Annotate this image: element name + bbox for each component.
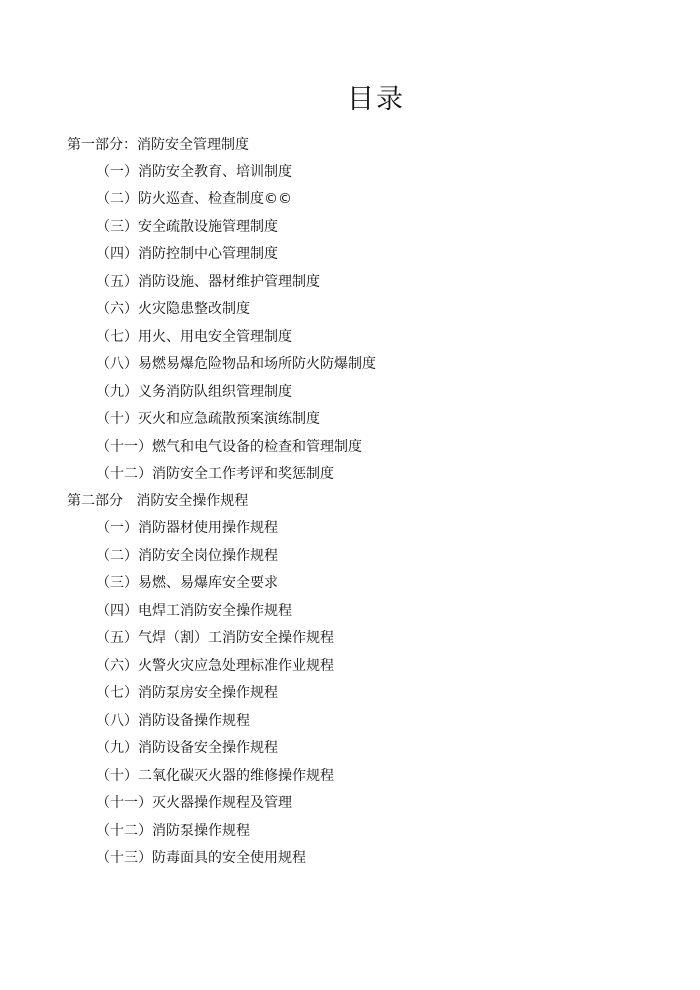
toc-item: （十一）燃气和电气设备的检查和管理制度 [96,439,362,455]
toc-item: （六）火灾隐患整改制度 [96,301,250,317]
part2-heading: 第二部分 消防安全操作规程 [67,493,249,509]
toc-item: （九）消防设备安全操作规程 [96,740,278,756]
toc-item: （十）灭火和应急疏散预案演练制度 [96,411,320,427]
toc-item: （二）消防安全岗位操作规程 [96,548,278,564]
toc-item: （十三）防毒面具的安全使用规程 [96,850,306,866]
toc-item: （四）消防控制中心管理制度 [96,246,278,262]
toc-item: （三）易燃、易爆库安全要求 [96,575,278,591]
toc-item: （十二）消防泵操作规程 [96,823,250,839]
toc-item: （四）电焊工消防安全操作规程 [96,603,292,619]
toc-item: （十一）灭火器操作规程及管理 [96,795,292,811]
toc-item: （三）安全疏散设施管理制度 [96,219,278,235]
toc-item: （五）消防设施、器材维护管理制度 [96,274,320,290]
toc-item: （二）防火巡查、检查制度©© [96,191,292,207]
toc-item: （七）用火、用电安全管理制度 [96,329,292,345]
page-title: 目录 [347,84,405,115]
toc-item: （一）消防安全教育、培训制度 [96,164,292,180]
toc-item: （十二）消防安全工作考评和奖惩制度 [96,466,334,482]
toc-item: （五）气焊（割）工消防安全操作规程 [96,630,334,646]
toc-item: （八）易燃易爆危险物品和场所防火防爆制度 [96,356,376,372]
toc-item: （九）义务消防队组织管理制度 [96,384,292,400]
toc-item: （六）火警火灾应急处理标准作业规程 [96,658,334,674]
part1-heading: 第一部分：消防安全管理制度 [67,137,249,153]
toc-item: （八）消防设备操作规程 [96,713,250,729]
toc-item: （七）消防泵房安全操作规程 [96,685,278,701]
toc-item: （十）二氧化碳灭火器的维修操作规程 [96,768,334,784]
toc-item: （一）消防器材使用操作规程 [96,520,278,536]
